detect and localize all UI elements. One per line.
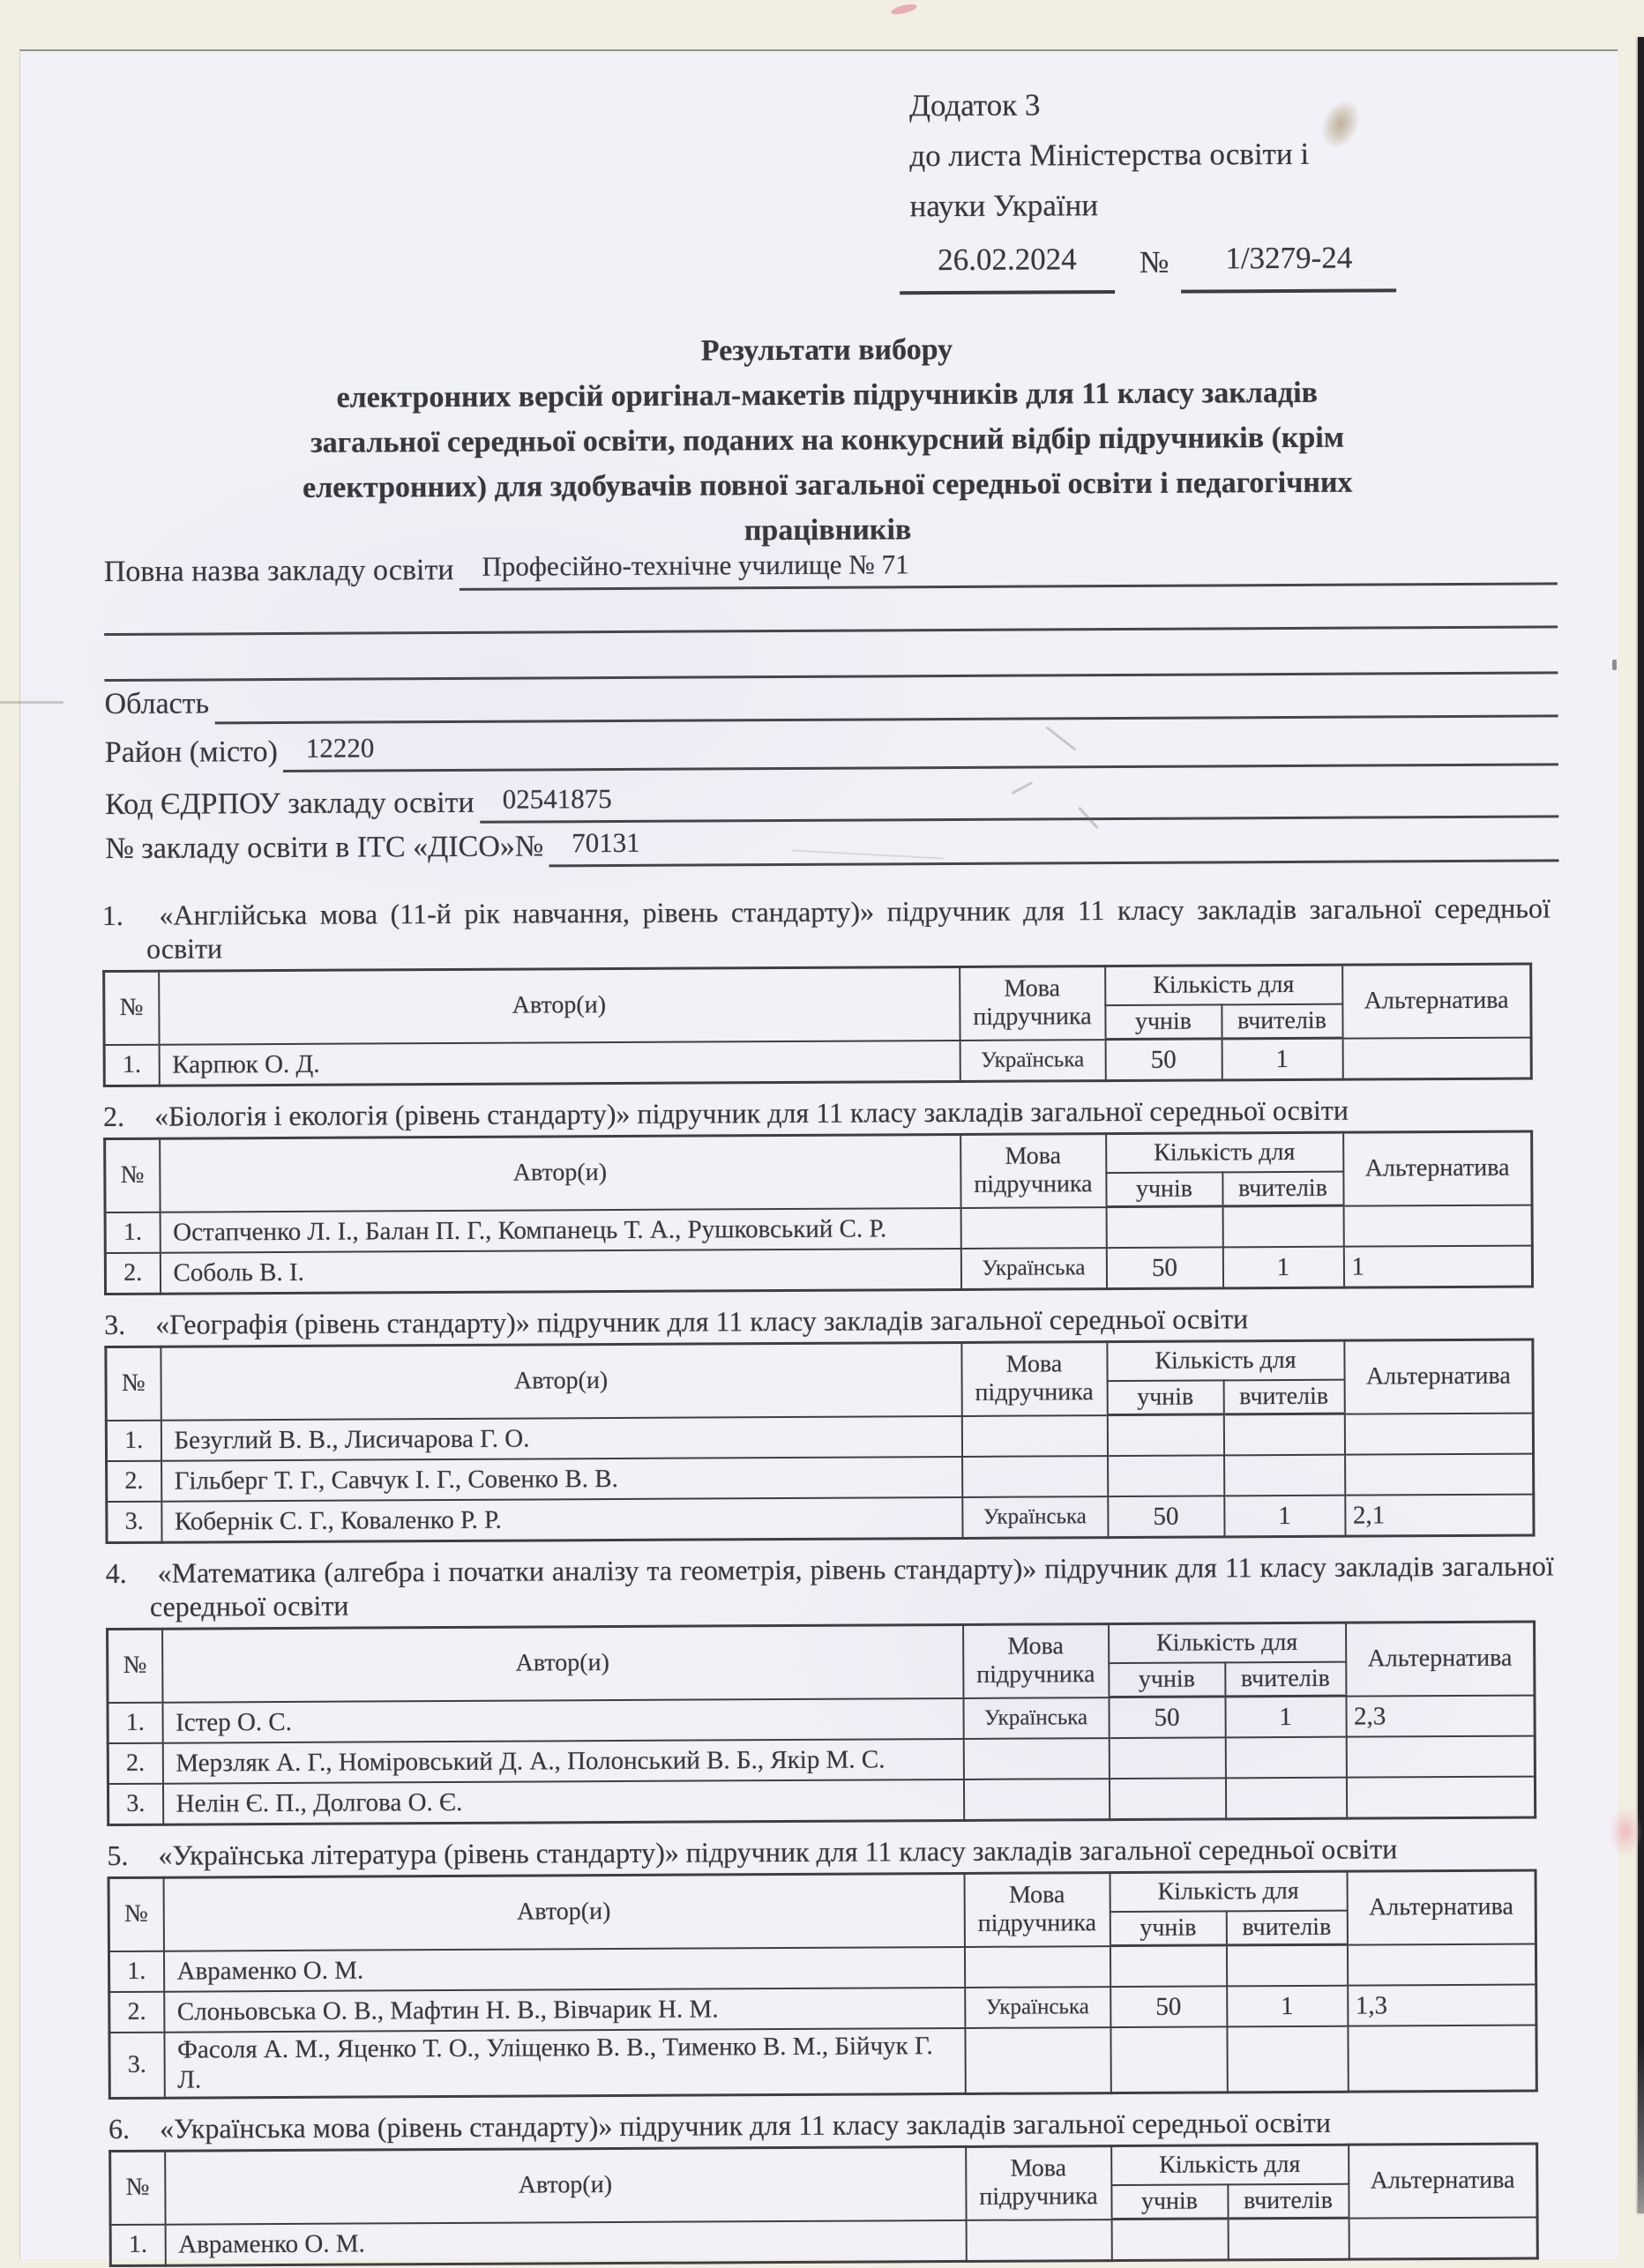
- title-line: електронних) для здобувачів повної загальної середньої освіти і педагогічних: [302, 466, 1353, 504]
- field-region: [104, 674, 1558, 725]
- col-header-teachers: вчителів: [1222, 1172, 1343, 1206]
- section-title: «Англійська мова (11-й рік навчання, рівень стандарту)» підручник для 11 класу закладів загальної середньої освіти: [146, 892, 1551, 965]
- teachers-count-cell: 1: [1225, 1696, 1346, 1737]
- section-title: «Математика (алгебра і початки аналізу та геометрія, рівень стандарту)» підручник для 11 класу закладів загальної середньої освіти: [149, 1549, 1554, 1623]
- teachers-count-cell: [1224, 1455, 1345, 1496]
- textbook-table: [108, 1869, 1538, 2100]
- col-header-alternative: Альтернатива: [1349, 2144, 1537, 2218]
- field-value: 12220: [283, 726, 1558, 772]
- section-title: «Біологія і екологія (рівень стандарту)» підручник для 11 класу закладів загальної середньої освіти: [146, 1093, 1349, 1132]
- col-header-students: учнів: [1109, 1662, 1225, 1697]
- col-header-num: №: [108, 1629, 162, 1702]
- students-count-cell: 50: [1105, 1039, 1222, 1081]
- language-cell: Українська: [963, 1697, 1109, 1739]
- field-label: Район (місто): [104, 735, 278, 770]
- row-number-cell: 1.: [108, 1951, 163, 1992]
- row-number-cell: 1.: [110, 2224, 165, 2265]
- table-row: [105, 1205, 1532, 1253]
- row-number-cell: 2.: [105, 1253, 160, 1294]
- col-header-quantity: Кількість для: [1105, 965, 1342, 1005]
- students-count-cell: [1111, 2219, 1228, 2261]
- table-row: [108, 1777, 1535, 1825]
- row-number-cell: 1.: [108, 1702, 162, 1743]
- alternative-cell: 2,3: [1346, 1695, 1535, 1737]
- scanned-paper-sheet: [19, 49, 1618, 2259]
- alternative-cell: [1345, 1454, 1534, 1496]
- table-row: [109, 2026, 1536, 2099]
- students-count-cell: 50: [1109, 1697, 1225, 1738]
- authors-cell: Гільберг Т. Г., Савчук І. Г., Совенко В. В.: [161, 1457, 962, 1502]
- language-cell: Українська: [960, 1248, 1106, 1289]
- col-header-teachers: вчителів: [1226, 1911, 1347, 1945]
- appendix-line: Додаток 3: [908, 87, 1041, 123]
- field-blank-line: [104, 628, 1558, 682]
- students-count-cell: [1106, 1206, 1222, 1248]
- students-count-cell: [1107, 1414, 1223, 1456]
- appendix-line: науки України: [909, 188, 1099, 224]
- field-district: [105, 717, 1558, 773]
- teachers-count-cell: [1225, 1737, 1346, 1779]
- authors-cell: Карпюк О. Д.: [159, 1040, 960, 1086]
- col-header-alternative: Альтернатива: [1347, 1870, 1536, 1944]
- students-count-cell: [1110, 2026, 1227, 2093]
- col-header-teachers: вчителів: [1222, 1004, 1342, 1039]
- paper-crease: [0, 701, 64, 704]
- students-count-cell: [1109, 1778, 1225, 1819]
- col-header-quantity: Кількість для: [1107, 1340, 1344, 1381]
- field-blank-line: [104, 585, 1558, 636]
- col-header-students: учнів: [1105, 1004, 1222, 1039]
- col-header-authors: Автор(и): [159, 966, 960, 1044]
- field-label: Код ЄДРПОУ закладу освіти: [105, 786, 475, 822]
- alternative-cell: 2,1: [1345, 1495, 1534, 1537]
- alternative-cell: [1346, 1736, 1535, 1778]
- authors-cell: Остапченко Л. І., Балан П. Г., Компанець Т. А., Рушковський С. Р.: [160, 1207, 960, 1252]
- document-content: [20, 43, 1629, 2259]
- authors-cell: Безуглий В. В., Лисичарова Г. О.: [161, 1415, 961, 1460]
- textbook-table: [108, 2143, 1539, 2267]
- table-row: [108, 1695, 1535, 1743]
- pink-smudge-right-edge: [1609, 1806, 1642, 1857]
- col-header-authors: Автор(и): [160, 1134, 960, 1212]
- students-count-cell: 50: [1108, 1496, 1224, 1537]
- teachers-count-cell: 1: [1222, 1247, 1343, 1288]
- teachers-count-cell: [1225, 1778, 1346, 1819]
- row-number-cell: 3.: [107, 1502, 161, 1543]
- alternative-cell: [1346, 1777, 1535, 1819]
- col-header-language: Мова підручника: [966, 2146, 1111, 2220]
- letter-date-line: [900, 232, 1404, 295]
- col-header-language: Мова підручника: [963, 1624, 1109, 1698]
- authors-cell: Авраменко О. М.: [165, 2220, 966, 2265]
- col-header-alternative: Альтернатива: [1344, 1339, 1533, 1414]
- col-header-teachers: вчителів: [1228, 2184, 1349, 2219]
- col-header-num: №: [106, 1347, 161, 1420]
- number-sign: №: [1139, 244, 1169, 280]
- language-cell: [966, 2220, 1111, 2262]
- col-header-quantity: Кількість для: [1106, 1132, 1343, 1173]
- col-header-alternative: Альтернатива: [1342, 964, 1531, 1038]
- col-header-authors: Автор(и): [163, 1873, 964, 1951]
- col-header-quantity: Кількість для: [1110, 1871, 1347, 1912]
- col-header-num: №: [108, 1877, 163, 1951]
- field-label: Повна назва закладу освіти: [103, 553, 454, 589]
- table-row: [105, 1246, 1532, 1294]
- section-heading: [108, 2104, 1557, 2145]
- row-number-cell: 1.: [105, 1212, 160, 1253]
- letter-date: 26.02.2024: [900, 234, 1115, 295]
- col-header-authors: Автор(и): [165, 2146, 966, 2224]
- section-heading: [107, 1831, 1555, 1872]
- section-heading: [106, 1548, 1554, 1623]
- col-header-teachers: вчителів: [1223, 1380, 1344, 1414]
- textbook-table: [102, 963, 1533, 1087]
- language-cell: [962, 1456, 1108, 1497]
- section-heading: [103, 1092, 1551, 1133]
- teachers-count-cell: [1223, 1414, 1344, 1455]
- teachers-count-cell: [1228, 2218, 1349, 2260]
- row-number-cell: 2.: [107, 1461, 161, 1502]
- authors-cell: Авраменко О. М.: [163, 1946, 964, 1991]
- language-cell: [965, 2027, 1110, 2093]
- table-row: [107, 1495, 1534, 1543]
- form-fields: [103, 548, 1559, 869]
- row-number-cell: 2.: [108, 1743, 162, 1784]
- pink-mark-top: [890, 3, 917, 17]
- language-cell: [963, 1738, 1109, 1779]
- alternative-cell: [1348, 2026, 1536, 2093]
- sections: [102, 884, 1558, 2267]
- field-value: 70131: [549, 822, 1558, 867]
- table-row: [108, 1943, 1536, 1992]
- title-line: загальної середньої освіти, поданих на конкурсний відбір підручників (крім: [310, 421, 1345, 459]
- authors-cell: Фасоля А. М., Яценко Т. О., Уліщенко В. В., Тименко В. М., Бійчук Г. Л.: [164, 2028, 965, 2098]
- teachers-count-cell: [1226, 1944, 1347, 1986]
- col-header-quantity: Кількість для: [1109, 1623, 1346, 1663]
- col-header-quantity: Кількість для: [1111, 2145, 1349, 2185]
- language-cell: [964, 1946, 1110, 1988]
- col-header-alternative: Альтернатива: [1346, 1622, 1535, 1696]
- field-diso-number: [105, 817, 1558, 869]
- section-number: 3.: [104, 1308, 126, 1341]
- col-header-num: №: [104, 971, 159, 1044]
- students-count-cell: [1109, 1737, 1225, 1779]
- language-cell: Українська: [965, 1987, 1110, 2028]
- authors-cell: Нелін Є. П., Долгова О. Є.: [162, 1779, 963, 1824]
- alternative-cell: [1344, 1413, 1533, 1455]
- teachers-count-cell: [1227, 2026, 1348, 2093]
- section-title: «Українська література (рівень стандарту)» підручник для 11 класу закладів загальної середньої освіти: [151, 1832, 1398, 1871]
- section-number: 5.: [107, 1839, 129, 1872]
- textbook-table: [106, 1621, 1536, 1826]
- row-number-cell: 1.: [106, 1420, 161, 1461]
- table-row: [110, 2217, 1537, 2265]
- col-header-students: учнів: [1110, 1911, 1226, 1945]
- col-header-teachers: вчителів: [1225, 1662, 1346, 1697]
- alternative-cell: 1: [1343, 1246, 1532, 1288]
- section-number: 2.: [102, 1100, 125, 1133]
- col-header-language: Мова підручника: [960, 966, 1105, 1041]
- textbook-table: [104, 1339, 1535, 1544]
- table-row: [104, 1037, 1531, 1086]
- section-number: 4.: [105, 1556, 127, 1590]
- alternative-cell: [1343, 1205, 1532, 1247]
- title-line: працівників: [744, 513, 912, 548]
- language-cell: Українська: [962, 1496, 1108, 1538]
- field-edrpou-code: [105, 765, 1558, 825]
- language-cell: [963, 1779, 1109, 1820]
- students-count-cell: 50: [1106, 1247, 1222, 1288]
- section-number: 6.: [108, 2112, 131, 2145]
- field-label: № закладу освіти в ІТС «ДІСО»№: [105, 830, 544, 866]
- field-label: Область: [104, 687, 210, 721]
- paper-edge-nick: [1612, 660, 1617, 670]
- authors-cell: Мерзляк А. Г., Номіровський Д. А., Полонський В. Б., Якір М. С.: [162, 1739, 963, 1784]
- title-line: Результати вибору: [700, 332, 953, 368]
- letter-number: 1/3279-24: [1181, 232, 1396, 293]
- authors-cell: Слоньовська О. В., Мафтин Н. В., Вівчарик Н. М.: [164, 1988, 965, 2033]
- students-count-cell: [1110, 1945, 1226, 1987]
- col-header-num: №: [105, 1138, 160, 1212]
- language-cell: [960, 1207, 1106, 1249]
- language-cell: Українська: [960, 1040, 1105, 1082]
- field-value: 02541875: [480, 778, 1559, 823]
- col-header-alternative: Альтернатива: [1343, 1131, 1532, 1205]
- alternative-cell: [1349, 2217, 1537, 2259]
- textbook-table: [103, 1130, 1534, 1295]
- language-cell: [961, 1415, 1107, 1457]
- section-heading: [102, 891, 1551, 966]
- section-number: 1.: [101, 899, 123, 932]
- appendix-line: до листа Міністерства освіти і: [909, 136, 1310, 174]
- authors-cell: Істер О. С.: [162, 1697, 963, 1742]
- col-header-students: учнів: [1111, 2184, 1228, 2219]
- row-number-cell: 3.: [108, 1784, 162, 1825]
- alternative-cell: [1347, 1943, 1536, 1986]
- students-count-cell: [1108, 1455, 1224, 1496]
- authors-cell: Соболь В. І.: [160, 1249, 960, 1294]
- alternative-cell: [1342, 1037, 1531, 1079]
- section-title: «Географія (рівень стандарту)» підручник для 11 класу закладів загальної середньої освіти: [148, 1302, 1249, 1340]
- teachers-count-cell: 1: [1224, 1496, 1345, 1537]
- field-value: Професійно-технічне училище № 71: [459, 545, 1558, 591]
- teachers-count-cell: [1222, 1205, 1343, 1247]
- row-number-cell: 2.: [109, 1992, 164, 2033]
- section-title: «Українська мова (рівень стандарту)» підручник для 11 класу закладів загальної середньої освіти: [152, 2106, 1331, 2145]
- table-row: [106, 1413, 1533, 1461]
- col-header-language: Мова підручника: [961, 1342, 1107, 1416]
- students-count-cell: 50: [1110, 1986, 1227, 2027]
- col-header-num: №: [110, 2151, 165, 2224]
- teachers-count-cell: 1: [1227, 1986, 1348, 2027]
- col-header-authors: Автор(и): [162, 1624, 963, 1702]
- col-header-students: учнів: [1107, 1380, 1223, 1414]
- title-line: електронних версій оригінал-макетів підручників для 11 класу закладів: [336, 376, 1319, 414]
- row-number-cell: 1.: [104, 1044, 159, 1086]
- alternative-cell: 1,3: [1348, 1985, 1536, 2026]
- col-header-language: Мова підручника: [960, 1134, 1106, 1208]
- section-heading: [104, 1300, 1552, 1341]
- authors-cell: Кобернік С. Г., Коваленко Р. Р.: [161, 1497, 962, 1542]
- document-title: [74, 324, 1580, 556]
- teachers-count-cell: 1: [1222, 1038, 1342, 1080]
- col-header-authors: Автор(и): [161, 1342, 961, 1420]
- col-header-language: Мова підручника: [964, 1873, 1110, 1947]
- row-number-cell: 3.: [109, 2033, 164, 2099]
- scanner-edge-shadow: [1638, 37, 1644, 2213]
- col-header-students: учнів: [1106, 1172, 1222, 1206]
